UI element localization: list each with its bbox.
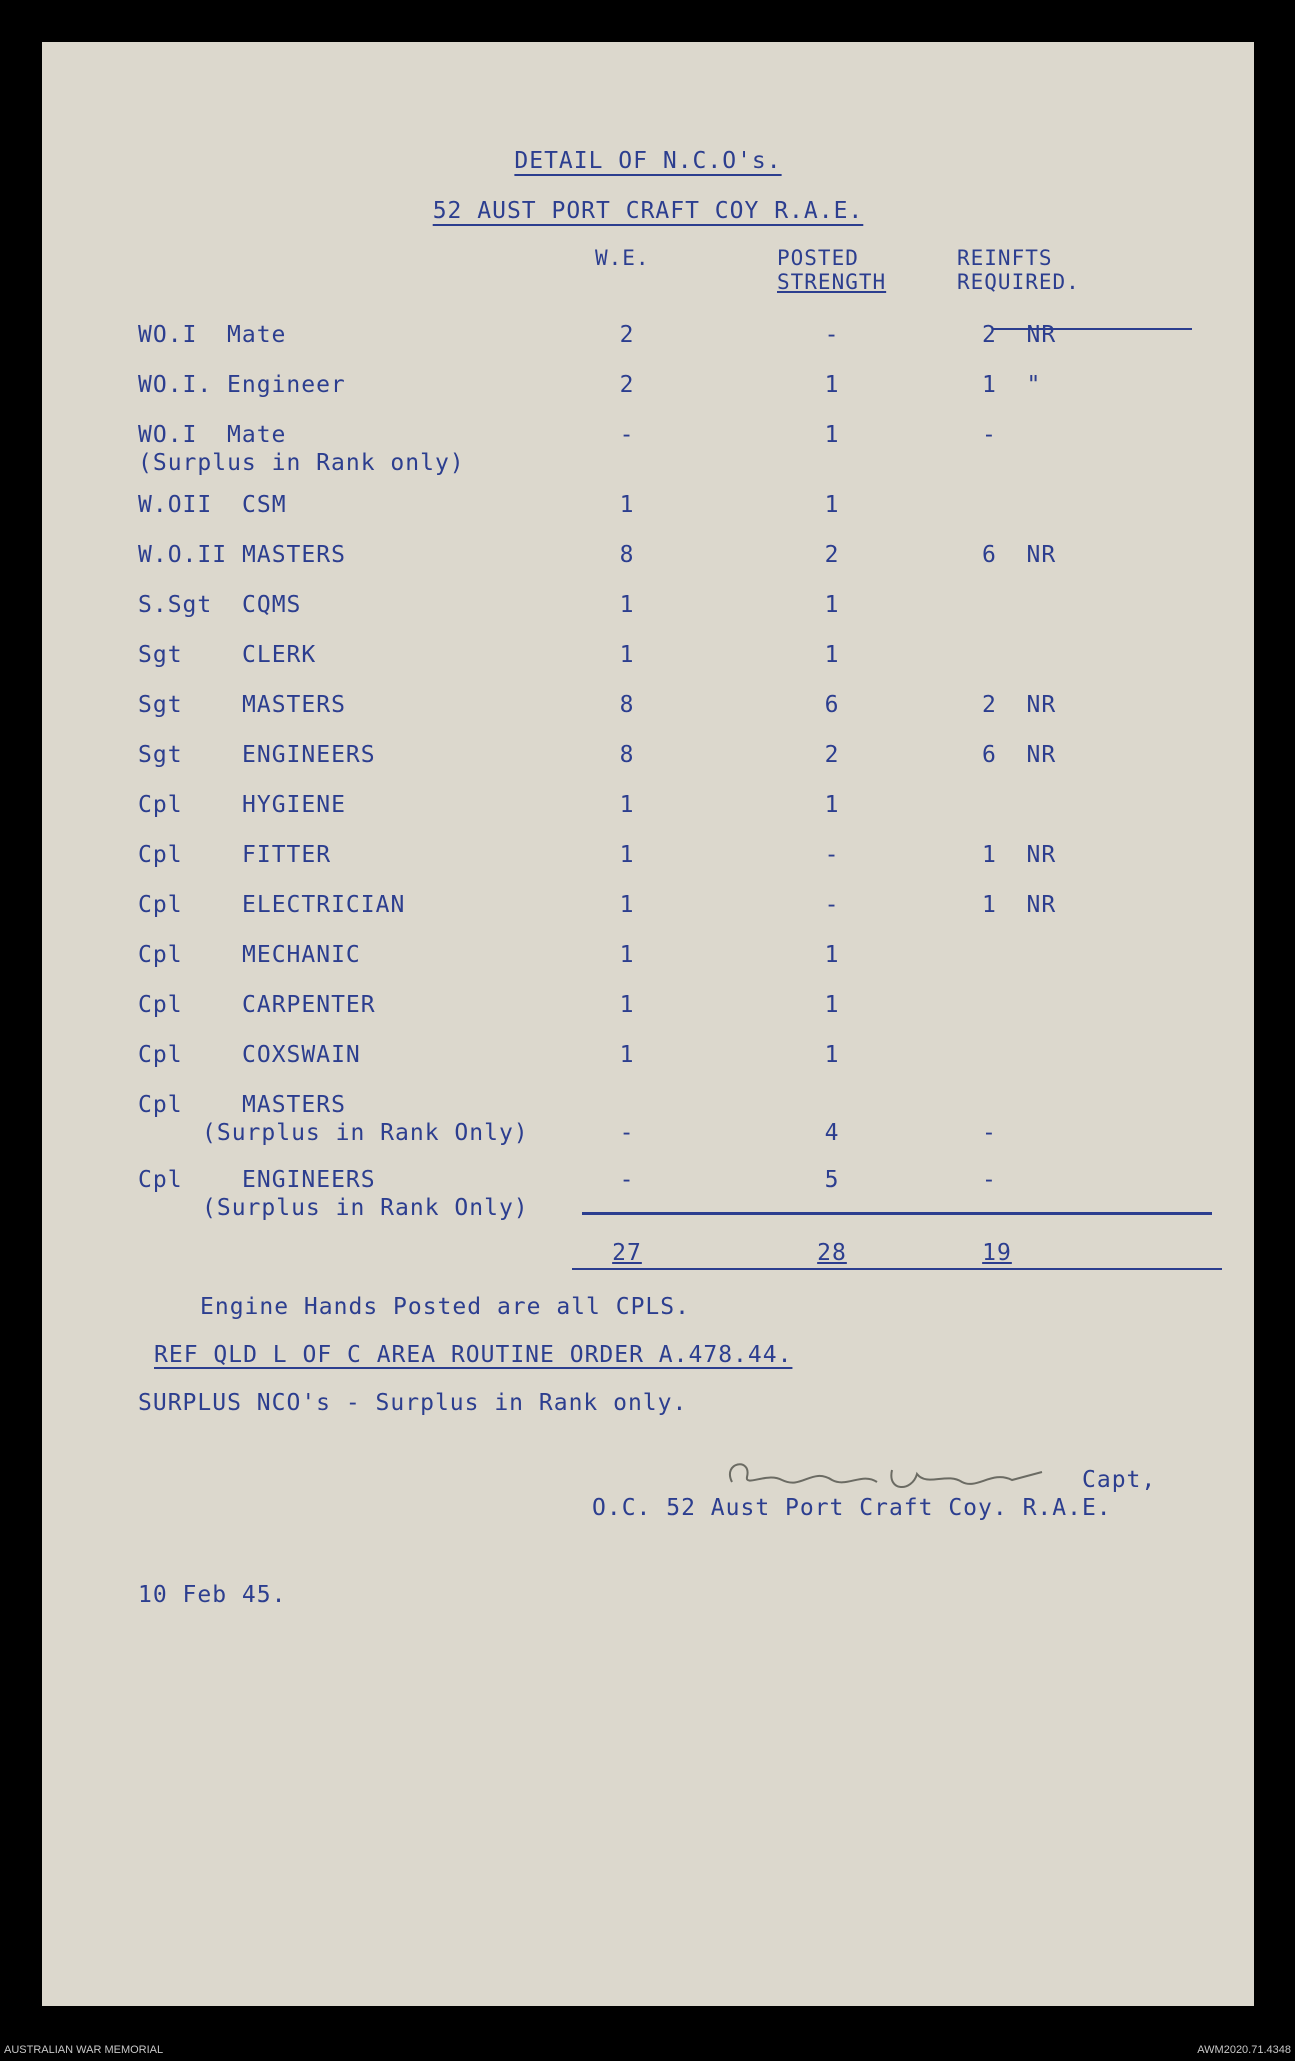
totals-rule-upper <box>582 1212 1212 1215</box>
row-role: MECHANIC <box>242 942 361 968</box>
row-posted: 1 <box>824 942 840 968</box>
row-reinf: 6 NR <box>982 742 1057 768</box>
row-role: CQMS <box>242 592 302 618</box>
row-we: - <box>619 1167 635 1193</box>
row-sub: (Surplus in Rank Only) <box>202 1195 529 1221</box>
row-role: Mate <box>227 422 287 448</box>
row-role: FITTER <box>242 842 332 868</box>
row-we: 1 <box>619 492 635 518</box>
row-reinf: 1 NR <box>982 842 1057 868</box>
row-we: 1 <box>619 792 635 818</box>
total-posted: 28 <box>817 1240 847 1266</box>
row-posted: 4 <box>824 1120 840 1146</box>
row-rank: Cpl <box>138 892 183 918</box>
document-title: DETAIL OF N.C.O's. <box>514 148 782 174</box>
row-sub: (Surplus in Rank Only) <box>202 1120 529 1146</box>
row-we: 1 <box>619 1042 635 1068</box>
row-we: 1 <box>619 942 635 968</box>
row-we: 8 <box>619 692 635 718</box>
table-row <box>42 422 1254 482</box>
row-role: HYGIENE <box>242 792 346 818</box>
row-role <box>202 1167 529 1221</box>
row-role: ENGINEERS <box>242 742 376 768</box>
row-we: 1 <box>619 592 635 618</box>
row-we: 1 <box>619 992 635 1018</box>
col-header-we: W.E. <box>595 246 650 270</box>
totals-rule-lower <box>572 1268 1222 1270</box>
footer-archive-name: AUSTRALIAN WAR MEMORIAL <box>4 2044 164 2056</box>
row-we: 1 <box>619 642 635 668</box>
col-header-reinf-line2: REQUIRED. <box>957 270 1080 294</box>
row-role-label: ENGINEERS <box>242 1167 376 1193</box>
row-posted: - <box>824 842 840 868</box>
note-engine-hands: Engine Hands Posted are all CPLS. <box>200 1294 690 1320</box>
row-posted: 5 <box>824 1167 840 1193</box>
row-role: Engineer <box>227 372 346 398</box>
signature-stroke <box>730 1464 1042 1487</box>
row-posted: 6 <box>824 692 840 718</box>
row-we: 1 <box>619 892 635 918</box>
row-we: 8 <box>619 542 635 568</box>
row-role: ELECTRICIAN <box>242 892 406 918</box>
row-reinf: 2 NR <box>982 322 1057 348</box>
row-posted: - <box>824 322 840 348</box>
row-posted: 1 <box>824 1042 840 1068</box>
unit-name: 52 AUST PORT CRAFT COY R.A.E. <box>432 198 864 224</box>
row-reinf: 6 NR <box>982 542 1057 568</box>
row-reinf: 1 NR <box>982 892 1057 918</box>
col-header-posted-line1: POSTED <box>777 246 859 270</box>
note-routine-order: REF QLD L OF C AREA ROUTINE ORDER A.478.44. <box>154 1342 793 1368</box>
row-posted: 1 <box>824 372 840 398</box>
col-header-posted-line2: STRENGTH <box>777 270 887 294</box>
row-rank: WO.I. <box>138 372 213 398</box>
row-rank: Cpl <box>138 1042 183 1068</box>
row-rank: Cpl <box>138 792 183 818</box>
row-reinf: - <box>982 422 997 448</box>
row-posted: 1 <box>824 592 840 618</box>
document-page <box>42 42 1254 2006</box>
total-we: 27 <box>612 1240 642 1266</box>
row-role: Mate <box>227 322 287 348</box>
row-we: - <box>619 422 635 448</box>
row-we: 2 <box>619 372 635 398</box>
row-we: 8 <box>619 742 635 768</box>
note-surplus-ncos: SURPLUS NCO's - Surplus in Rank only. <box>138 1390 688 1416</box>
row-rank: Cpl <box>138 942 183 968</box>
row-rank: Cpl <box>138 1167 183 1193</box>
footer-item-id: AWM2020.71.4348 <box>1197 2044 1291 2056</box>
row-rank: S.Sgt <box>138 592 213 618</box>
row-posted: 1 <box>824 492 840 518</box>
row-posted: 1 <box>824 642 840 668</box>
row-posted: 1 <box>824 792 840 818</box>
table-row <box>42 1167 1254 1227</box>
row-role: COXSWAIN <box>242 1042 361 1068</box>
row-rank: Cpl <box>138 842 183 868</box>
row-rank: Cpl <box>138 1092 183 1118</box>
row-role: CARPENTER <box>242 992 376 1018</box>
signature-title: O.C. 52 Aust Port Craft Coy. R.A.E. <box>592 1495 1112 1521</box>
row-reinf: - <box>982 1120 997 1146</box>
row-rank: W.OII <box>138 492 213 518</box>
row-role: CLERK <box>242 642 317 668</box>
row-role <box>202 1092 529 1146</box>
row-rank: Sgt <box>138 692 183 718</box>
row-reinf: - <box>982 1167 997 1193</box>
row-posted: 1 <box>824 992 840 1018</box>
row-rank: WO.I <box>138 322 198 348</box>
col-header-posted <box>777 246 886 294</box>
row-posted: 2 <box>824 742 840 768</box>
row-posted: 2 <box>824 542 840 568</box>
row-we: 2 <box>619 322 635 348</box>
row-reinf: 2 NR <box>982 692 1057 718</box>
row-posted: 1 <box>824 422 840 448</box>
row-role-label: MASTERS <box>242 1092 346 1118</box>
row-sub: (Surplus in Rank only) <box>138 450 465 476</box>
row-rank: Cpl <box>138 992 183 1018</box>
table-row <box>42 1092 1254 1152</box>
col-header-reinf <box>957 246 1080 294</box>
document-date: 10 Feb 45. <box>138 1582 287 1608</box>
col-header-reinf-line1: REINFTS <box>957 246 1053 270</box>
row-rank: WO.I <box>138 422 198 448</box>
row-role: MASTERS <box>242 542 346 568</box>
row-posted: - <box>824 892 840 918</box>
total-reinf: 19 <box>982 1240 1012 1266</box>
row-role: CSM <box>242 492 287 518</box>
row-rank: W.O.II <box>138 542 228 568</box>
row-we: 1 <box>619 842 635 868</box>
row-role: MASTERS <box>242 692 346 718</box>
row-we: - <box>619 1120 635 1146</box>
row-rank: Sgt <box>138 642 183 668</box>
row-reinf: 1 " <box>982 372 1042 398</box>
signature-rank: Capt, <box>1082 1467 1157 1493</box>
row-rank: Sgt <box>138 742 183 768</box>
